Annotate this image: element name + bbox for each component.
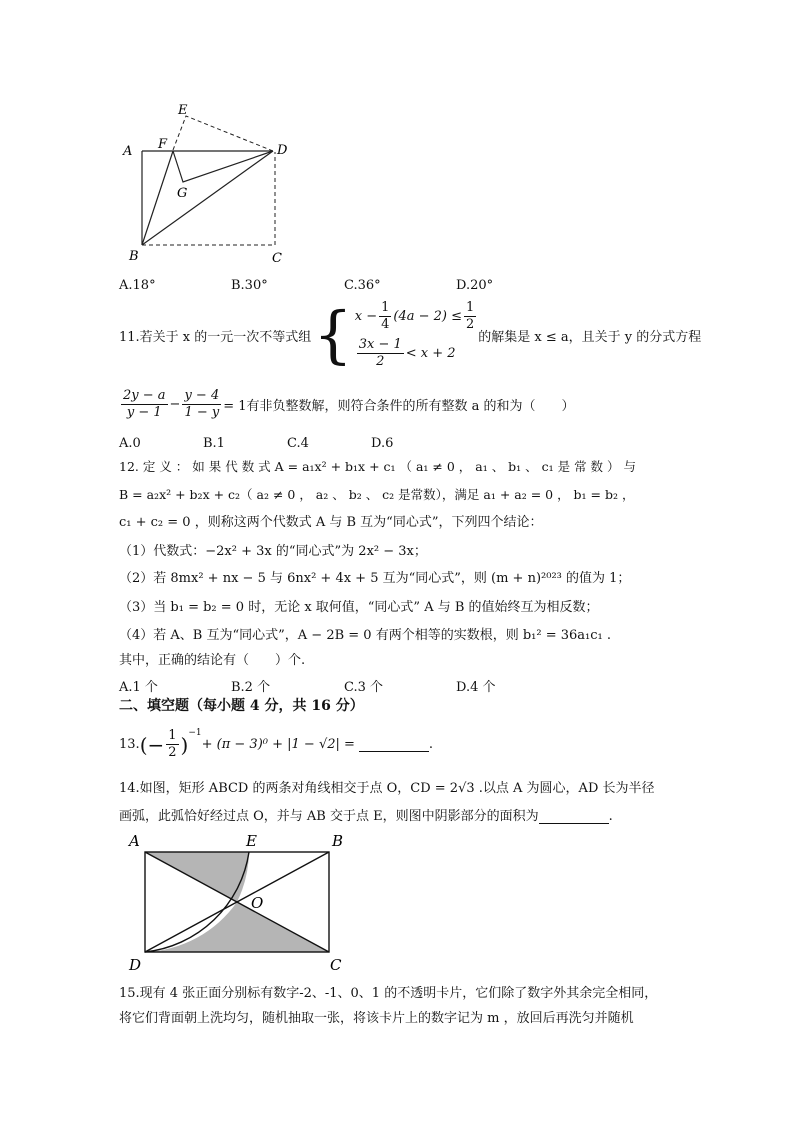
q11-option-b: B.1 — [203, 436, 225, 451]
fig1-label-B: B — [129, 249, 139, 264]
fig1-line-BD — [142, 151, 273, 245]
q11-option-d: D.6 — [371, 436, 394, 451]
fig1-dashed-FED — [173, 116, 273, 151]
q11-system — [355, 300, 479, 370]
fig1-line-FGD — [173, 151, 273, 182]
section-2-heading: 二、填空题（每小题 4 分，共 16 分） — [119, 698, 364, 714]
q15-line-2: 将它们背面朝上洗均匀，随机抽取一张，将该卡片上的数字记为 m ，放回后再洗匀并随机 — [119, 1011, 634, 1026]
q14-line-2: 画弧，此弧恰好经过点 O，并与 AB 交于点 E，则图中阴影部分的面积为 . — [119, 809, 613, 824]
q11-equation: $\frac{2y - a}{y - 1}$ − $\frac{y - 4}{1 - y}$ = 1有非负整数解，则符合条件的所有整数 a 的和为（ ） — [123, 388, 575, 420]
fig2-label-O: O — [251, 894, 264, 912]
fig1-label-E: E — [178, 103, 188, 118]
fig1-line-BF — [142, 151, 173, 245]
q12-option-c: C.3 个 — [344, 680, 384, 695]
q10-option-b: B.30° — [231, 278, 268, 293]
q11-suffix: 的解集是 x ≤ a，且关于 y 的分式方程 — [478, 329, 702, 345]
fig1-label-C: C — [272, 251, 282, 265]
fig2-label-C: C — [330, 956, 342, 974]
q12-option-d: D.4 个 — [456, 680, 496, 695]
q11-stem — [119, 300, 701, 370]
q10-option-a: A.18° — [119, 278, 156, 293]
figure-rectangle-arc — [125, 830, 355, 980]
q11-prefix: 11.若关于 x 的一元一次不等式组 — [119, 329, 312, 345]
fig2-shaded-region-bottom — [145, 902, 329, 952]
fig2-label-D: D — [129, 956, 142, 974]
q11-system-brace: { — [313, 298, 353, 371]
q11-inequality-1: x − $\frac{1}{4}$ (4a − 2) ≤ $\frac{1}{2}$ — [354, 300, 475, 332]
q13-answer-blank[interactable] — [359, 737, 429, 752]
q12-option-a: A.1 个 — [119, 680, 158, 695]
q13-stem: 13. (− $\frac{1}{2}$ ) −1 + (π − 3)⁰ + |1 − √2| = . — [119, 728, 434, 760]
q14-line-1: 14.如图，矩形 ABCD 的两条对角线相交于点 O，CD = 2√3 .以点 A 为圆心，AD 长为半径 — [119, 781, 655, 796]
fig2-label-A: A — [129, 832, 140, 850]
q12-line-2: B = a₂x² + b₂x + c₂（ a₂ ≠ 0 ， a₂ 、 b₂ 、 c₂ 是常数），满足 a₁ + a₂ = 0 ， b₁ = b₂ ， — [119, 487, 635, 502]
q11-inequality-2: $\frac{3x - 1}{2}$ < x + 2 — [358, 337, 456, 369]
q11-option-a: A.0 — [119, 436, 141, 451]
q10-option-c: C.36° — [344, 278, 381, 293]
q12-item-3: （3）当 b₁ = b₂ = 0 时，无论 x 取何值，“同心式” A 与 B 的值始终互为相反数； — [119, 600, 599, 615]
fig1-label-D: D — [277, 143, 288, 158]
q12-conclusion: 其中，正确的结论有（ ）个. — [119, 653, 306, 668]
figure-folded-rectangle — [115, 100, 300, 265]
q12-option-b: B.2 个 — [231, 680, 271, 695]
q12-item-4: （4）若 A、B 互为“同心式”，A − 2B = 0 有两个相等的实数根，则 b₁² = 36a₁c₁ . — [119, 628, 611, 643]
fig2-label-B: B — [332, 832, 344, 850]
q10-option-d: D.20° — [456, 278, 494, 293]
q14-answer-blank[interactable] — [539, 809, 609, 824]
q12-item-2: （2）若 8mx² + nx − 5 与 6nx² + 4x + 5 互为“同心式”，则 (m + n)²⁰²³ 的值为 1； — [119, 571, 631, 586]
q15-line-1: 15.现有 4 张正面分别标有数字-2、-1、0、1 的不透明卡片，它们除了数字外其余完全相同， — [119, 986, 658, 1001]
q11-option-c: C.4 — [287, 436, 309, 451]
fig1-label-A: A — [123, 144, 133, 159]
fig1-label-F: F — [158, 137, 168, 152]
q12-item-1: （1）代数式：−2x² + 3x 的“同心式”为 2x² − 3x； — [119, 544, 427, 559]
q12-line-1: 12. 定 义 ： 如 果 代 数 式 A = a₁x² + b₁x + c₁ （ a₁ ≠ 0 ， a₁ 、 b₁ 、 c₁ 是 常 数 ） 与 — [119, 459, 637, 474]
q12-line-3: c₁ + c₂ = 0 ，则称这两个代数式 A 与 B 互为“同心式”，下列四个结论： — [119, 515, 543, 530]
fig2-label-E: E — [246, 832, 257, 850]
fig1-label-G: G — [177, 186, 188, 201]
